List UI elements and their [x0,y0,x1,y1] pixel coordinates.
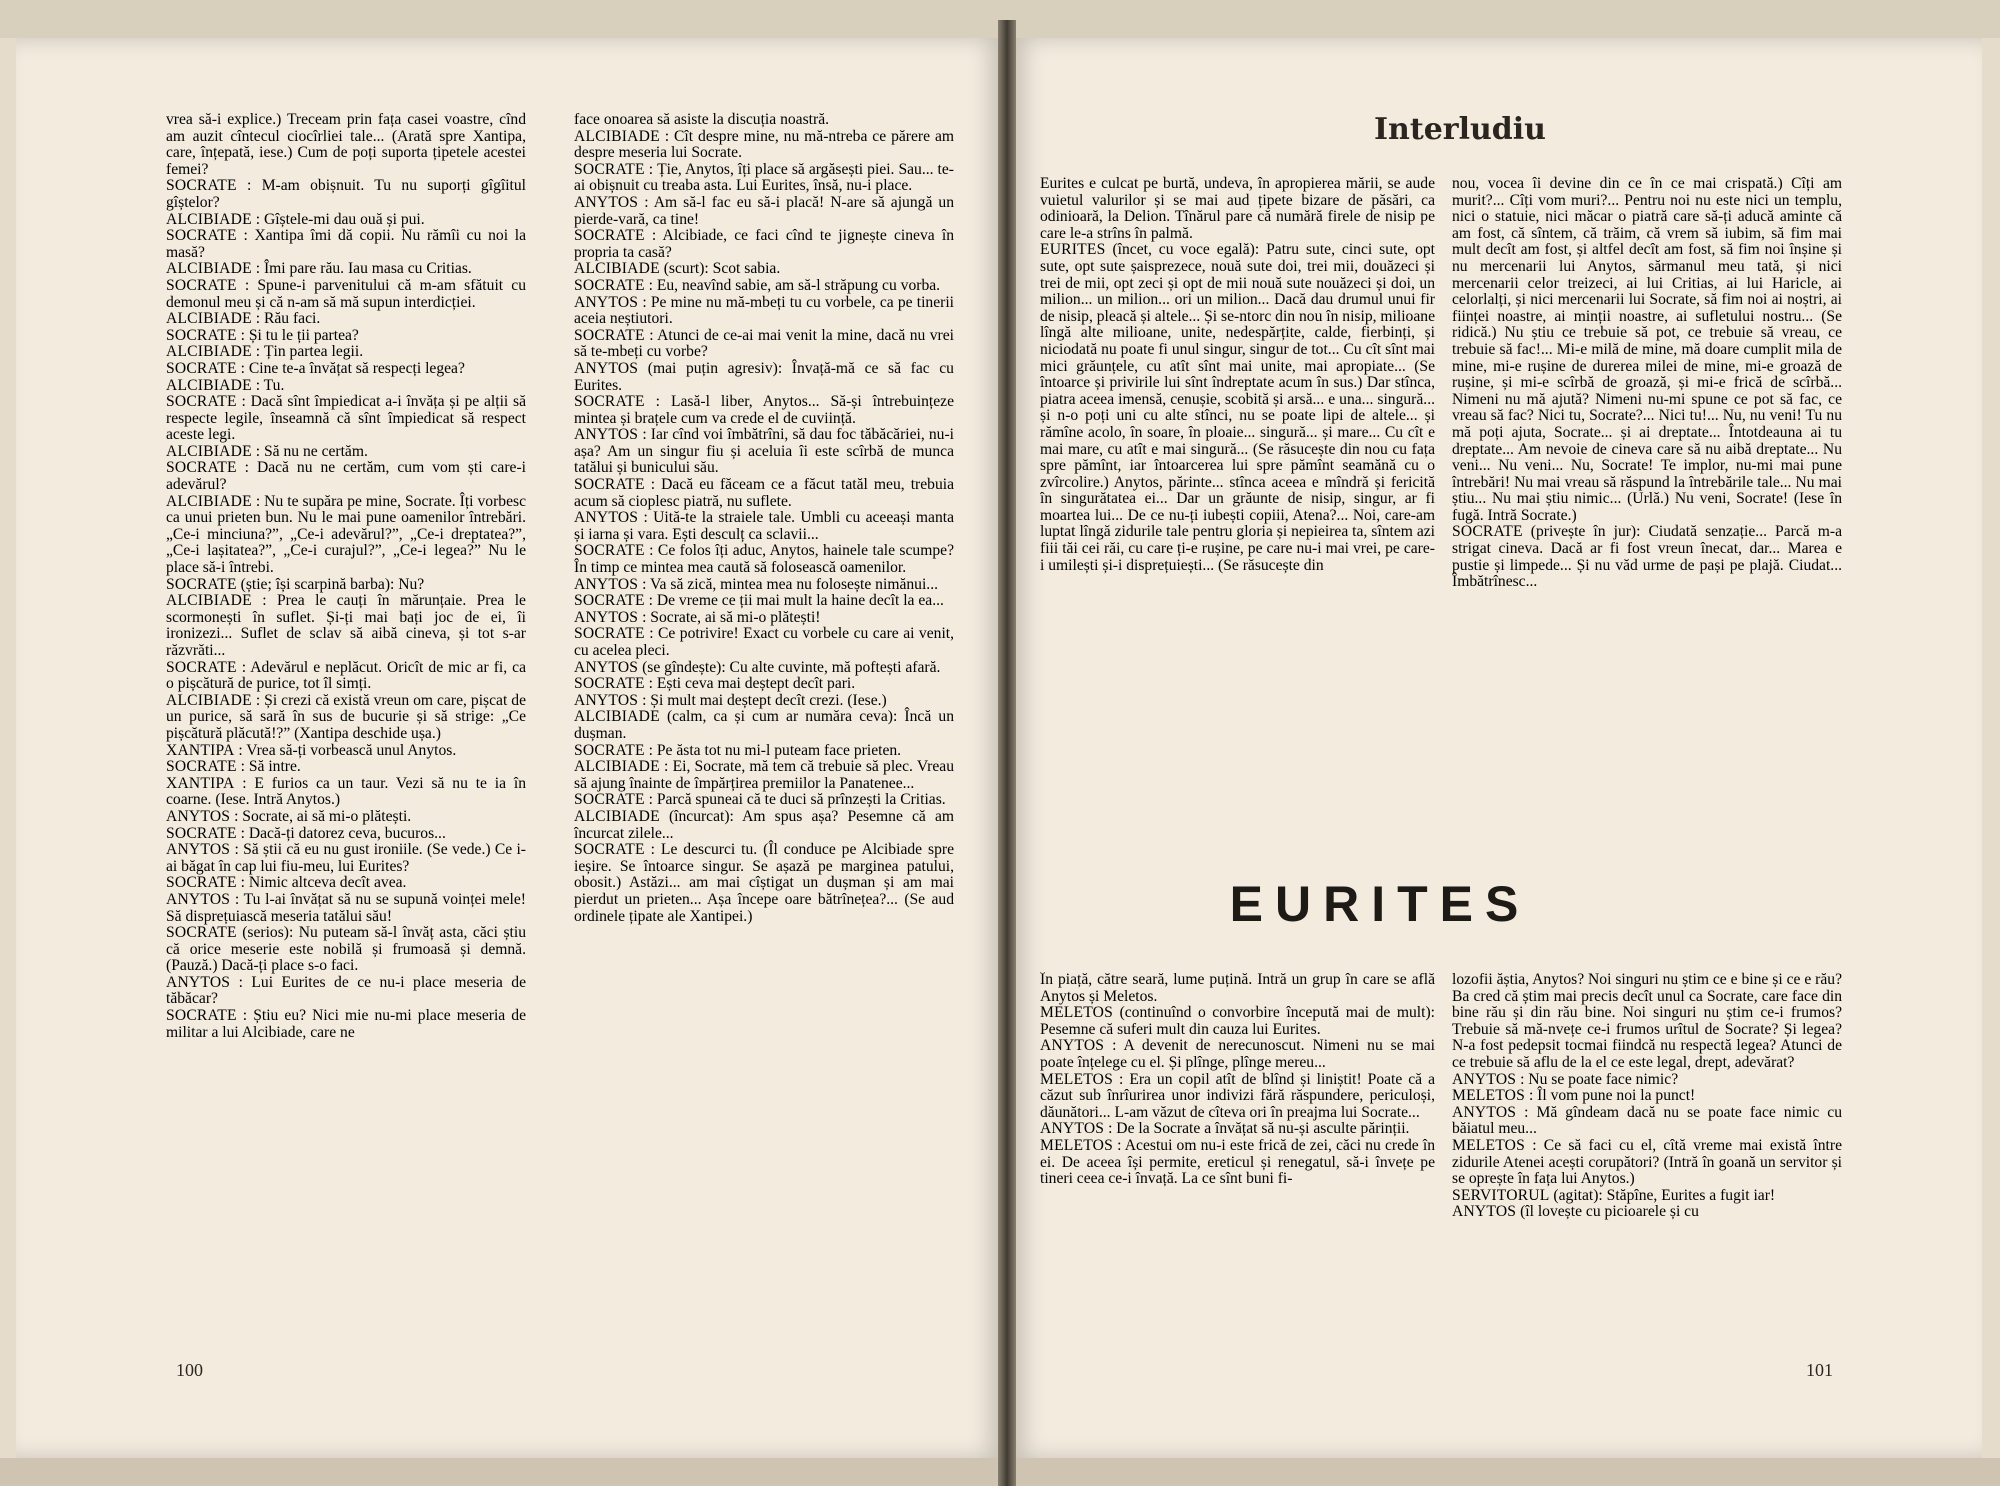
line-text: : De la Socrate a învățat să nu-și asculte părinții. [1108,1120,1410,1138]
dialogue-line [166,311,526,328]
speaker-name: ALCIBIADE [574,708,660,726]
line-text: nou, vocea îi devine din ce în ce mai crispată.) Cîți am murit?... Cîți vom muri?... Pentru noi nu este nici un templu, nici o statuie, nici măcar o piatră care să-ți aducă aminte că am fost, că sîntem, că trăim, că vrem să iubim, să fim mai mult decît am fost, și altfel decît am fost, să fim noi înșine și nu mercenarii lui Anytos, sărmanul meu tată, și nici mercenarii celor treizeci, ai lui Critias, ai lui Haricle, ai celorlalți, și nici mercenarii lui Socrate, să fim noi ai noștri, ai ființei noastre, ai minții noastre, ai sufletului nostru... (Se ridică.) Nu știu ce trebuie să pot, ce trebuie să vreau, ce trebuie să fac!... Mi-e milă de mine, mă doare cumplit mila de mine, mi-e rușine de durerea milei de mine, mi-e groază de rușine, și mi-e scîrbă de groază, și mi-e frică de scîrbă... Nimeni nu mă ajută? Nimeni nu-mi spune ce pot să fac, ce vreau să fac? Nici tu, Socrate?... Nici tu!... Nu, nu veni! Tu nu mă poți ajuta, Socrate... și ai dreptate... Întotdeauna ai tu dreptate... Am nevoie de cineva care să nu aibă dreptate... Nu veni... Nu veni... Nu, Socrate! Te implor, nu-mi mai pune întrebări! Nu mai vreau să răspund la întrebările tale... Nu mai știu... Nu mai știu nimic... (Urlă.) Nu veni, Socrate! (Iese în fugă. Intră Socrate.) [1452,176,1842,524]
dialogue-line [574,842,954,925]
line-text: : Țin partea legii. [255,343,364,361]
dialogue-line [574,195,954,228]
speaker-name: SOCRATE [166,758,237,776]
interlude-heading: Interludiu [1374,112,1546,147]
dialogue-line [1452,1105,1842,1138]
dialogue-line [574,676,954,693]
speaker-name: ANYTOS [166,973,231,991]
speaker-name: ANYTOS [574,359,639,377]
speaker-name: SOCRATE [574,160,645,178]
line-text: : Eu, neavînd sabie, am să-l străpung cu vorba. [648,276,941,294]
speaker-name: SOCRATE [574,741,645,759]
line-text: : Nimic altceva decît avea. [240,874,407,892]
dialogue-line [574,593,954,610]
speaker-name: SOCRATE [166,359,237,377]
dialogue-line [1452,1072,1842,1089]
dialogue-line [574,328,954,361]
dialogue-line [166,577,526,594]
dialogue-line [166,212,526,229]
line-text: : Uită-te la straiele tale. Umbli cu aceeași manta și iarna și vara. Ești desculț ca sclavii... [574,509,954,543]
line-text: : Să nu ne certăm. [255,442,368,460]
line-text: : Să intre. [240,758,301,776]
dialogue-line [166,344,526,361]
paragraph [1040,176,1435,242]
speaker-name: ALCIBIADE [166,492,252,510]
speaker-name: ALCIBIADE [166,691,252,709]
speaker-name: SOCRATE [166,824,237,842]
speaker-name: SOCRATE [166,575,237,593]
dialogue-line [166,228,526,261]
dialogue-line [166,1008,526,1041]
dialogue-line [574,577,954,594]
speaker-name: MELETOS [1452,1087,1526,1105]
speaker-name: ALCIBIADE [166,442,252,460]
line-text: : Și mult mai deștept decît crezi. (Iese.) [642,691,887,709]
line-text: : Gîștele-mi dau ouă și pui. [255,210,425,228]
line-text: : Tu l-ai învățat să nu se supună voinței mele! Să disprețuiască meseria tatălui său! [166,890,526,925]
speaker-name: SOCRATE [574,675,645,693]
line-text: : Vrea să-ți vorbească unul Anytos. [238,741,457,759]
speaker-name: ALCIBIADE [166,376,252,394]
paragraph [1040,972,1435,1005]
line-text: : Pe ăsta tot nu mi-l puteam face prieten. [648,741,902,759]
line-text: : Le descurci tu. (Îl conduce pe Alcibiade spre ieșire. Se întoarce singur. Se așază pe marginea patului, obosit.) Astăzi... am mai cîștigat un dușman și am mai pierdut un prieten... Așa începe oare bătrînețea?... (Se aud ordinele țipate ale Xantipei.) [574,841,954,925]
dialogue-line [574,660,954,677]
speaker-name: ANYTOS [574,293,639,311]
speaker-name: SOCRATE [166,276,237,294]
dialogue-line [166,460,526,493]
dialogue-line [166,892,526,925]
speaker-name: MELETOS [1040,1070,1114,1088]
line-text: (știe; își scarpină barba): Nu? [240,575,425,593]
line-text: : Atunci de ce-ai mai venit la mine, dacă nu vrei să te-mbeți cu vorbe? [574,326,954,361]
speaker-name: ANYTOS [574,575,639,593]
speaker-name: SOCRATE [166,874,237,892]
speaker-name: SOCRATE [574,393,645,411]
dialogue-line [1452,524,1842,590]
line-text: : Spune-i parvenitului că m-am sfătuit cu demonul meu și că n-am să mă supun interdicției. [166,276,526,311]
line-text: : Nu se poate face nimic? [1520,1070,1679,1088]
speaker-name: SOCRATE [166,227,237,245]
line-text: : Lui Eurites de ce nu-i place meseria de tăbăcar? [166,973,526,1008]
line-text: (încet, cu voce egală): Patru sute, cinci sute, opt sute, opt sute șaisprezece, nouă sute doi, trei mii, douăzeci și trei de mii, opt zeci și opt de mii nouă sute nouăzeci și doi, un milion... un milion... ori un milion... Dacă dau drumul unui fir de nisip, pleacă și altele... Și se-ntorc din nou în nisip, milioane lîngă alte milioane, unite, nedespărțite, calde, fierbinți, și niciodată nu poate fi unul singur, singur de tot... Cu cît sînt mai mici grăunțele, cu atît sînt mai unite, mai apropiate... (Se întoarce și privirile lui sînt îndreptate acum în sus.) Dar stînca, piatra aceea imensă, cenușie, scobită și arsă... e una... singură... și n-o poți uni cu alte stînci, nu se poate lipi de altele... și rămîne acolo, în soare, în ploaie... singură... și mare... Cu cît e mai mare, cu atît e mai singură... (Se răsucește din nou cu fața spre pămînt, iar întoarcerea lui spre pămînt seamănă cu o zvîrcolire.) Anytos, părinte... stînca aceea e mîndră și fericită în singurătatea ei... Dar un grăunte de nisip, singur, ar fi moartea lui... De ce nu-ți iubești copiii, Atena?... Noi, care-am luptat lîngă zidurile tale pentru gloria și nepieirea ta, sîntem azi fiii tăi cei răi, cu care ți-e rușine, pe care nu-i mai vrei, pe care-i umilești și-i disprețuiești... (Se răsucește din [1040,241,1435,574]
line-text: : Adevărul e neplăcut. Oricît de mic ar fi, ca o pișcătură de purice, tot îl simți. [166,658,526,693]
speaker-name: ANYTOS [574,658,639,676]
dialogue-line [166,759,526,776]
line-text: (se gîndește): Cu alte cuvinte, mă poftești afară. [642,658,941,676]
line-text: : Și crezi că există vreun om care, pișcat de un purice, să sară în sus de bucurie și să strige: „Ce pișcătură plăcută!?” (Xantipa deschide ușa.) [166,691,526,742]
dialogue-line [574,261,954,278]
speaker-name: SOCRATE [574,592,645,610]
speaker-name: SOCRATE [166,1007,237,1025]
right-page-column-1 [1040,176,1435,816]
speaker-name: ALCIBIADE [166,343,252,361]
speaker-name: SOCRATE [574,841,645,859]
speaker-name: XANTIPA [166,741,235,759]
line-text: : Iar cînd voi îmbătrîni, să dau foc tăbăcăriei, nu-i așa? Am un singur fiu și aceluia îi este scîrbă de munca tatălui și bunicului său. [574,426,954,477]
line-text: : Ce folos îți aduc, Anytos, hainele tale scumpe? În timp ce mintea mea caută să folosească oamenilor. [574,542,954,577]
speaker-name: MELETOS [1040,1004,1114,1022]
dialogue-line [166,776,526,809]
line-text: face onoarea să asiste la discuția noastră. [574,112,830,128]
dialogue-line [166,444,526,461]
dialogue-line [1452,1188,1842,1205]
dialogue-line [166,809,526,826]
speaker-name: SOCRATE [574,625,645,643]
line-text: : Rău faci. [255,310,321,328]
line-text: : Ești ceva mai deștept decît pari. [648,675,856,693]
speaker-name: XANTIPA [166,774,235,792]
speaker-name: ANYTOS [1452,1070,1517,1088]
section-title: EURITES [1229,876,1531,932]
speaker-name: SOCRATE [166,658,237,676]
line-text: : Alcibiade, ce faci cînd te jignește cineva în propria ta casă? [574,227,954,261]
speaker-name: ALCIBIADE [574,127,660,145]
dialogue-line [1040,1038,1435,1071]
dialogue-line [574,693,954,710]
dialogue-line [166,378,526,395]
speaker-name: ANYTOS [1040,1037,1105,1055]
speaker-name: ALCIBIADE [166,210,252,228]
dialogue-line [1040,1138,1435,1188]
speaker-name: ANYTOS [166,807,231,825]
line-text: : Tu. [255,376,285,394]
dialogue-line [574,278,954,295]
dialogue-line [166,361,526,378]
dialogue-line [166,693,526,743]
speaker-name: ALCIBIADE [166,260,252,278]
dialogue-line [574,295,954,328]
line-text: : Socrate, ai să mi-o plătești! [642,608,821,626]
dialogue-line [166,278,526,311]
line-text: : Pe mine nu mă-mbeți tu cu vorbele, ca pe tinerii aceia neștiutori. [574,293,954,328]
dialogue-line [166,261,526,278]
speaker-name: SOCRATE [574,227,645,245]
right-page-column-3 [1040,972,1435,1332]
line-text: : Va să zică, mintea mea nu folosește nimănui... [642,575,938,593]
line-text: : Ei, Socrate, mă tem că trebuie să plec. Vreau să ajung înainte de împărțirea premiilor la Panatenee... [574,758,954,792]
dialogue-line [166,660,526,693]
speaker-name: EURITES [1040,241,1106,259]
dialogue-line [166,178,526,211]
speaker-name: ALCIBIADE [574,807,660,825]
line-text: : M-am obișnuit. Tu nu suporți gîgîitul gîștelor? [166,177,526,211]
dialogue-line [166,743,526,760]
book-gutter [998,20,1016,1486]
dialogue-line [1040,1072,1435,1122]
dialogue-line [574,610,954,627]
line-text: : De vreme ce ții mai mult la haine decît la ea... [648,592,944,610]
line-text: (serios): Nu puteam să-l învăț asta, căci știu că orice meserie este nobilă și frumoasă și demnă. (Pauză.) Dacă-ți place s-o faci. [166,924,526,975]
dialogue-line [574,709,954,742]
line-text: : Prea le cauți în mărunțaie. Prea le scormonești în suflet. Și-ți mai bați joc de ei, îi ironizezi... Suflet de sclav să aibă cineva, și tot s-ar răzvrăti... [166,592,526,659]
speaker-name: SOCRATE [166,326,237,344]
dialogue-line [166,394,526,444]
speaker-name: ANYTOS [574,509,639,527]
dialogue-line [1452,1138,1842,1188]
line-text: (mai puțin agresiv): Învață-mă ce să fac cu Eurites. [574,359,954,394]
speaker-name: ANYTOS [1452,1103,1517,1121]
speaker-name: ANYTOS [166,890,231,908]
dialogue-line [166,875,526,892]
speaker-name: ALCIBIADE [166,310,252,328]
speaker-name: ALCIBIADE [574,260,660,278]
dialogue-line [166,925,526,975]
line-text: : Să știi că eu nu gust ironiile. (Se vede.) Ce i-ai băgat în cap lui fiu-meu, lui Eurites? [166,841,526,875]
line-text: : Era un copil atît de blînd și liniștit! Poate că a căzut sub înrîurirea unor indivizi fără răspundere, periculoși, dăunători... L-am văzut de cîteva ori în preajma lui Socrate... [1040,1070,1435,1121]
dialogue-line [574,394,954,427]
line-text: : Dacă-ți datorez ceva, bucuros... [240,824,446,842]
dialogue-line [166,826,526,843]
speaker-name: ALCIBIADE [574,758,660,776]
line-text: : Dacă eu făceam ce a făcut tatăl meu, trebuia acum să cioplesc piatră, nu suflete. [574,476,954,510]
line-text: : A devenit de nerecunoscut. Nimeni nu se mai poate înțelege cu el. Și plînge, plînge mereu... [1040,1037,1435,1071]
dialogue-line [574,792,954,809]
speaker-name: ANYTOS [574,193,639,211]
paragraph [166,112,526,178]
speaker-name: ANYTOS [574,691,639,709]
dialogue-line [574,162,954,195]
line-text: : Ce să faci cu el, cîtă vreme mai există între zidurile Atenei acești corupători? (Intră în goană un servitor și se oprește în fața lui Anytos.) [1452,1136,1842,1188]
speaker-name: SOCRATE [1452,523,1523,541]
speaker-name: SOCRATE [574,276,645,294]
speaker-name: MELETOS [1040,1136,1114,1154]
speaker-name: SOCRATE [166,177,237,195]
line-text: : E furios ca un taur. Vezi să nu te ia în coarne. (Iese. Intră Anytos.) [166,774,526,809]
dialogue-line [574,477,954,510]
dialogue-line [1040,242,1435,574]
dialogue-line [574,510,954,543]
speaker-name: SOCRATE [574,542,645,560]
line-text: (calm, ca și cum ar număra ceva): Încă un dușman. [574,708,954,742]
speaker-name: SOCRATE [574,791,645,809]
dialogue-line [574,427,954,477]
left-page-column-2 [574,112,954,1342]
speaker-name: ALCIBIADE [166,592,252,610]
line-text: : Dacă sînt împiedicat a-i învăța și pe alții să respecte legile, înseamnă că sînt împiedicat să respect aceste legi. [166,393,526,444]
speaker-name: MELETOS [1452,1136,1526,1154]
dialogue-line [574,129,954,162]
speaker-name: ANYTOS [574,608,639,626]
line-text: : Cît despre mine, nu mă-ntreba ce părere am despre meseria lui Socrate. [574,127,954,162]
line-text: : Socrate, ai să mi-o plătești. [234,807,412,825]
line-text: (îl lovește cu picioarele și cu [1520,1203,1699,1221]
speaker-name: SOCRATE [574,476,645,494]
line-text: : Și tu le ții partea? [240,326,359,344]
line-text: Eurites e culcat pe burtă, undeva, în apropierea mării, se aude vuietul valurilor și se mai aud țipete bizare de păsări, ca odinioară, la Delion. Tînărul pare că numără firele de nisip pe care le-a strîns în palmă. [1040,176,1435,242]
dialogue-line [166,328,526,345]
right-page-column-4 [1452,972,1842,1332]
speaker-name: SOCRATE [166,459,237,477]
dialogue-line [574,759,954,792]
line-text: (scurt): Scot sabia. [663,260,781,278]
paragraph [1452,176,1842,524]
dialogue-line [166,494,526,577]
line-text: : Cine te-a învățat să respecți legea? [240,359,465,377]
dialogue-line [1452,1204,1842,1221]
dialogue-line [1040,1121,1435,1138]
speaker-name: ANYTOS [1040,1120,1105,1138]
line-text: : Nu te supăra pe mine, Socrate. Îți vorbesc ca unui prieten bun. Nu le mai pune oamenilor întrebări. „Ce-i minciuna?”, „Ce-i adevărul?”, „Ce-i dreptatea?”, „Ce-i lașitatea?”, „Ce-i curajul?”, „Ce-i legea?” Nu le place să-i întrebi. [166,492,526,577]
line-text: : Mă gîndeam dacă nu se poate face nimic cu băiatul meu... [1452,1103,1842,1138]
line-text: În piață, către seară, lume puțină. Intră un grup în care se află Anytos și Meletos. [1040,972,1435,1005]
line-text: : Parcă spuneai că te duci să prînzești la Critias. [648,791,946,809]
line-text: : Îmi pare rău. Iau masa cu Critias. [255,260,472,278]
dialogue-line [166,975,526,1008]
dialogue-line [1452,1088,1842,1105]
paragraph [1452,972,1842,1072]
line-text: (încurcat): Am spus așa? Pesemne că am încurcat zilele... [574,807,954,842]
dialogue-line [1040,1005,1435,1038]
line-text: : Ce potrivire! Exact cu vorbele cu care ai venit, cu acelea pleci. [574,625,954,659]
dialogue-line [574,543,954,576]
line-text: : Dacă nu ne certăm, cum vom ști care-i adevărul? [166,459,526,494]
dialogue-line [166,842,526,875]
line-text: vrea să-i explice.) Treceam prin fața casei voastre, cînd am auzit cîntecul ciocîrliei tale... (Arată spre Xantipa, care, înțepată, iese.) Cum de poți suporta țipetele acestei femei? [166,112,526,178]
dialogue-line [574,626,954,659]
dialogue-line [574,228,954,261]
line-text: : Xantipa îmi dă copii. Nu rămîi cu noi la masă? [166,227,526,261]
dialogue-line [574,361,954,394]
speaker-name: ANYTOS [1452,1203,1517,1221]
left-page-number: 100 [176,1360,203,1380]
line-text: lozofii ăștia, Anytos? Noi singuri nu știm ce e bine și ce e rău? Ba cred că știm mai precis decît unul ca Socrate, care face din bine rău și din rău bine. Noi singuri nu știm ce-i frumos? Trebuie să mă-nvețe ce-i frumos urîtul de Socrate? Și legea? N-a fost pedepsit tocmai fiindcă nu respectă legea? Atunci de ce trebuie să aflu de la el ce este legal, drept, adevărat? [1452,972,1842,1071]
right-page-number: 101 [1806,1360,1833,1380]
line-text: (agitat): Stăpîne, Eurites a fugit iar! [1553,1186,1776,1204]
dialogue-line [574,743,954,760]
dialogue-line [166,593,526,659]
line-text: : Acestui om nu-i este frică de zei, căci nu crede în ei. De aceea își permite, ereticul și renegatul, să-i învețe pe tineri ceea ce-i învață. La ce sînt buni fi- [1040,1136,1435,1188]
line-text: : Îl vom pune noi la punct! [1528,1087,1696,1105]
speaker-name: ANYTOS [574,426,639,444]
right-page-column-2 [1452,176,1842,816]
speaker-name: SOCRATE [166,924,237,942]
left-page-column-1 [166,112,526,1342]
speaker-name: SERVITORUL [1452,1186,1550,1204]
speaker-name: ANYTOS [166,841,231,859]
speaker-name: SOCRATE [574,326,645,344]
line-text: : Lasă-l liber, Anytos... Să-și întrebuințeze mintea și brațele cum va crede el de cuviință. [574,393,954,427]
line-text: (privește în jur): Ciudată senzație... Parcă m-a strigat cineva. Dacă ar fi fost vreun înecat, dar... Marea e pustie și limpede... Și nu văd urme de pași pe plajă. Ciudat... Îmbătrînesc... [1452,523,1842,591]
line-text: : Știu eu? Nici mie nu-mi place meseria de militar a lui Alcibiade, care ne [166,1007,526,1041]
dialogue-line [574,809,954,842]
line-text: : Am să-l fac eu să-i placă! N-are să ajungă un pierde-vară, ca tine! [574,193,954,228]
speaker-name: SOCRATE [166,393,237,411]
paragraph [574,112,954,129]
line-text: : Ție, Anytos, îți place să argăsești piei. Sau... te-ai obișnuit cu treaba asta. Lui Eurites, însă, nu-i place. [574,160,954,195]
line-text: (continuînd o convorbire începută mai de mult): Pesemne că suferi mult din cauza lui Eurites. [1040,1004,1435,1038]
